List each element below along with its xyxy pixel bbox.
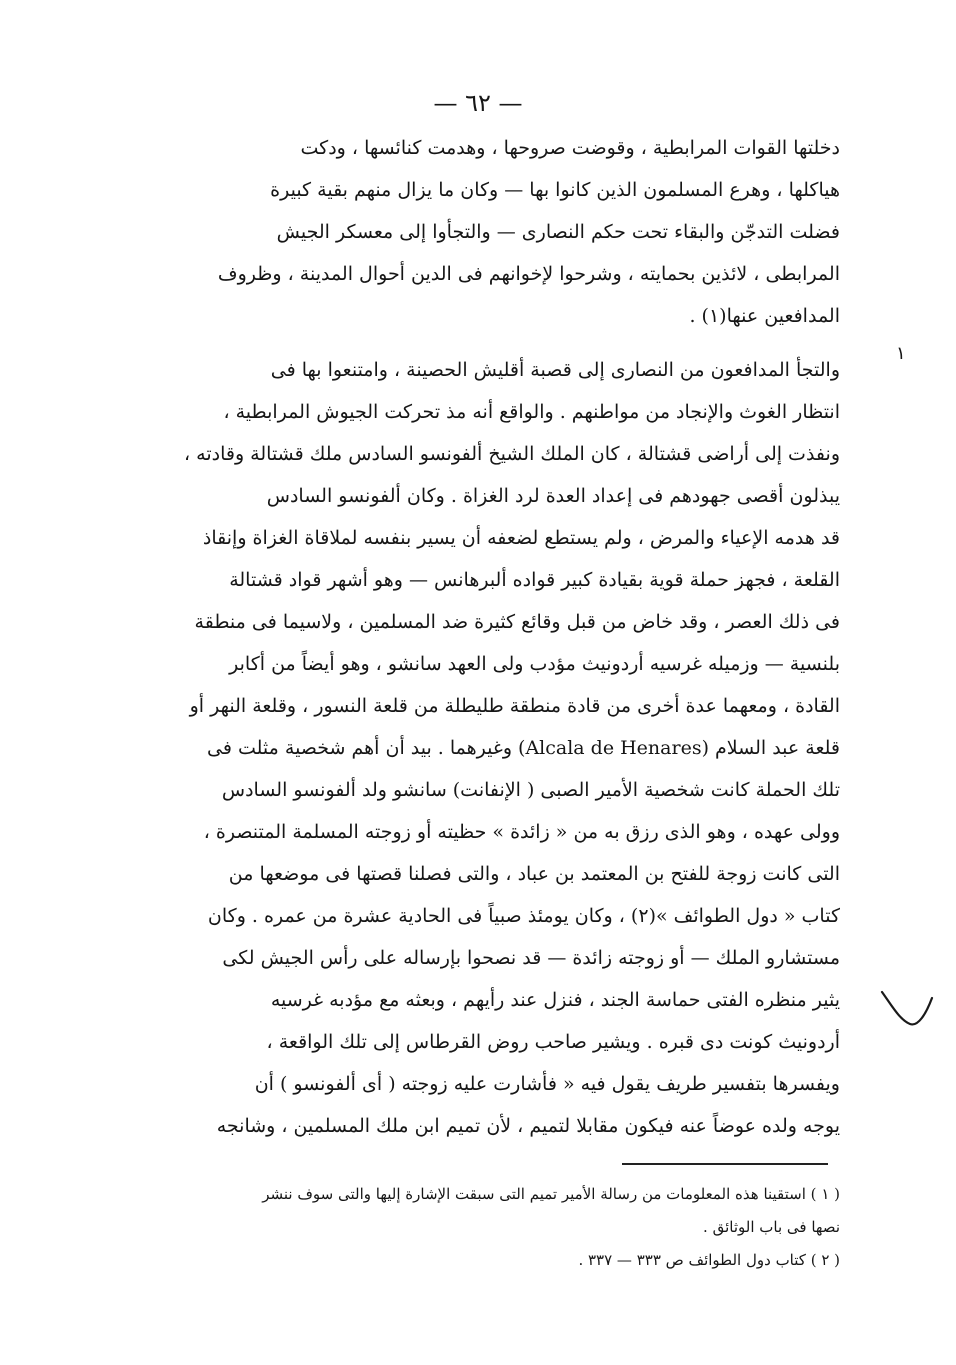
footnote-line: نصها فى باب الوثائق .	[703, 1218, 840, 1236]
text-line: مستشارو الملك — أو زوجته زائدة — قد نصحوا بإرساله على رأس الجيش لكى	[222, 947, 840, 969]
text-line: قد هدمه الإعياء والمرض ، ولم يستطع لضعفه أن يسير بنفسه لملاقاة الغزاة وإنقاذ	[202, 527, 840, 549]
text-line: فضلت التدجّن والبقاء تحت حكم النصارى — والتجأوا إلى معسكر الجيش	[276, 221, 840, 243]
text-line: بلنسية — وزميله غرسيه أردونيث مؤدب ولى العهد سانشو ، وهو أيضاً من أكابر	[229, 653, 840, 675]
text-line: المدافعين عنها(١) .	[689, 305, 840, 327]
footnote-line: ( ٢ ) كتاب دول الطوائف ص ٣٣٣ — ٣٣٧ .	[578, 1251, 840, 1269]
footnotes	[160, 1178, 840, 1277]
page-number: — ٦٢ —	[433, 89, 523, 117]
text-line: القلعة ، فجهز حملة قوية بقيادة كبير قواده ألبرهانس — وهو أشهر قواد قشتالة	[229, 569, 840, 591]
text-line: هياكلها ، وهرع المسلمون الذين كانوا بها — وكان ما يزال منهم بقية كبيرة	[270, 179, 840, 201]
paragraph-1	[160, 127, 840, 337]
footnote-line: ( ١ ) استقينا هذه المعلومات من رسالة الأمير تميم التى سبقت الإشارة إليها والتى سوف ننشر	[262, 1185, 840, 1203]
footnote-divider	[622, 1163, 828, 1165]
margin-check-mark	[880, 984, 936, 1038]
text-line: قلعة عبد السلام (Alcala de Henares) وغيرهما . بيد أن أهم شخصية مثلت فى	[207, 737, 840, 759]
text-line: ويفسرها بتفسير طريف يقول فيه « فأشارت عليه زوجته ( أى ألفونسو ) أن	[254, 1073, 840, 1095]
text-line: يثير منظره الفتى حماسة الجند ، فنزل عند رأيهم ، وبعثه مع مؤدبه غرسيه	[270, 989, 840, 1011]
body-text	[160, 127, 840, 1147]
text-line: أردونيث كونت دى قبره . ويشير صاحب روض القرطاس إلى تلك الواقعة ،	[266, 1031, 840, 1053]
margin-mark: ١	[896, 343, 906, 364]
text-line: ونفذت إلى أراضى قشتالة ، كان الملك الشيخ ألفونسو السادس ملك قشتالة وقادته ،	[183, 443, 840, 465]
paragraph-2	[160, 349, 840, 1147]
text-line: والتجأ المدافعون من النصارى إلى قصبة أقليش الحصينة ، وامتنعوا بها فى	[270, 359, 840, 381]
text-line: فى ذلك العصر ، وقد خاض من قبل وقائع كثيرة ضد المسلمين ، ولاسيما فى منطقة	[194, 611, 840, 633]
text-line: يوجه ولده عوضاً عنه فيكون مقابلا لتميم ، لأن تميم ابن ملك المسلمين ، وشانجه	[216, 1115, 840, 1137]
text-line: دخلتها القوات المرابطية ، وقوضت صروحها ، وهدمت كنائسها ، ودكت	[300, 137, 840, 159]
text-line: انتظار الغوث والإنجاد من مواطنهم . والواقع أنه مذ تحركت الجيوش المرابطية ،	[223, 401, 840, 423]
text-line: وولى عهده ، وهو الذى رزق به من « زائدة » حظيته أو زوجته المسلمة المتنصرة ،	[203, 821, 840, 843]
text-line: يبذلون أقصى جهودهم فى إعداد العدة لرد الغزاة . وكان ألفونسو السادس	[266, 485, 840, 507]
paragraph-gap	[160, 337, 840, 349]
text-line: كتاب « دول الطوائف »(٢) ، وكان يومئذ صبياً فى الحادية عشرة من عمره . وكان	[207, 905, 840, 927]
text-line: التى كانت زوجة للفتح بن المعتمد بن عباد ، والتى فصلنا قصتها فى موضعها من	[228, 863, 840, 885]
text-line: المرابطى ، لائذين بحمايته ، وشرحوا لإخوانهم فى الدين أحوال المدينة ، وظروف	[217, 263, 840, 285]
text-line: تلك الحملة كانت شخصية الأمير الصبى ( الإنفانت) سانشو ولد ألفونسو السادس	[221, 779, 840, 801]
text-line: القادة ، ومعهما عدة أخرى من قادة منطقة طليطلة من قلعة النسور ، وقلعة النهر أو	[189, 695, 840, 717]
